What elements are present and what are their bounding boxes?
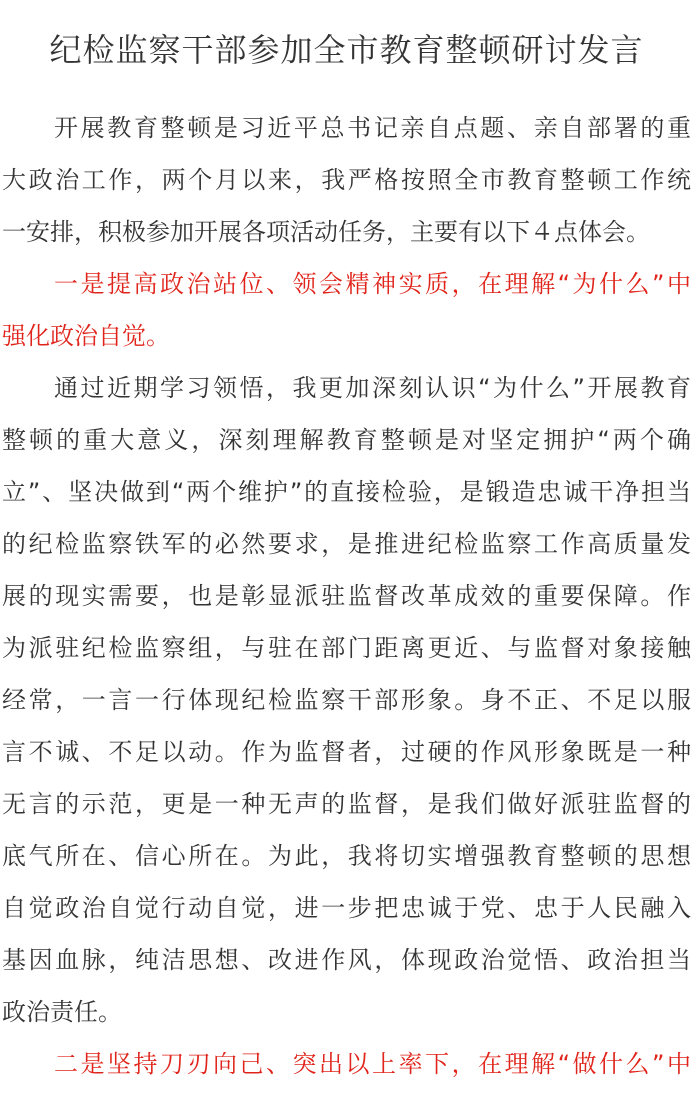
paragraph-line: 展的现实需要，也是彰显派驻监督改革成效的重要保障。作: [2, 582, 691, 610]
section-heading-1: [0, 258, 693, 362]
paragraph-line: 开展教育整顿是习近平总书记亲自点题、亲自部署的重: [54, 114, 691, 142]
paragraph-line: 立”、坚决做到“两个维护”的直接检验，是锻造忠诚干净担当: [2, 478, 691, 506]
section-heading-2: [0, 1038, 693, 1090]
paragraph-line: 底气所在、信心所在。为此，我将切实增强教育整顿的思想: [2, 842, 691, 870]
paragraph-line: 言不诚、不足以动。作为监督者，过硬的作风形象既是一种: [2, 738, 691, 766]
heading-line: 强化政治自觉。: [2, 322, 170, 350]
paragraph-line: 大政治工作，两个月以来，我严格按照全市教育整顿工作统: [2, 166, 691, 194]
paragraph-body: [0, 362, 693, 1038]
paragraph-line: 经常，一言一行体现纪检监察干部形象。身不正、不足以服: [2, 686, 691, 714]
paragraph-line: 一安排，积极参加开展各项活动任务，主要有以下４点体会。: [2, 218, 650, 246]
paragraph-line: 自觉政治自觉行动自觉，进一步把忠诚于党、忠于人民融入: [2, 894, 691, 922]
article-title: 纪检监察干部参加全市教育整顿研讨发言: [49, 31, 644, 69]
paragraph-line: 的纪检监察铁军的必然要求，是推进纪检监察工作高质量发: [2, 530, 691, 558]
heading-line: 二是坚持刀刃向己、突出以上率下，在理解“做什么”中: [54, 1050, 691, 1078]
paragraph-line: 整顿的重大意义，深刻理解教育整顿是对坚定拥护“两个确: [2, 426, 691, 454]
paragraph-line: 为派驻纪检监察组，与驻在部门距离更近、与监督对象接触: [2, 634, 691, 662]
paragraph-line: 无言的示范，更是一种无声的监督，是我们做好派驻监督的: [2, 790, 691, 818]
paragraph-line: 基因血脉，纯洁思想、改进作风，体现政治觉悟、政治担当: [2, 946, 691, 974]
paragraph-intro: [0, 102, 693, 258]
paragraph-line: 通过近期学习领悟，我更加深刻认识“为什么”开展教育: [54, 374, 691, 402]
heading-line: 一是提高政治站位、领会精神实质，在理解“为什么”中: [54, 270, 691, 298]
paragraph-line: 政治责任。: [2, 998, 122, 1026]
